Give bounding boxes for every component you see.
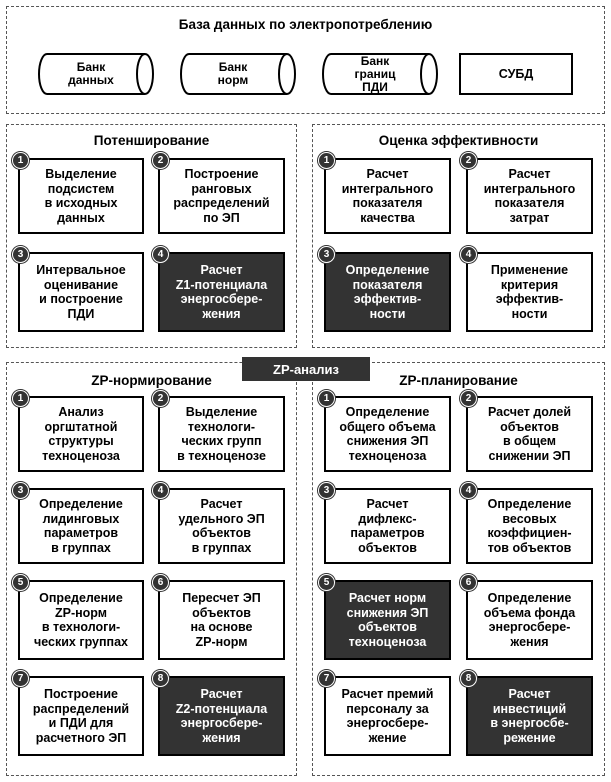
efficiency-box-1: Расчет интегрального показателя качества [324, 158, 451, 234]
zp-norm-box-8: Расчет Z2-потенциала энергосбере- жения [158, 676, 285, 756]
step-number-badge: 4 [460, 482, 477, 499]
pdi-bounds-bank-cylinder [321, 52, 439, 96]
zp-plan-box-8: Расчет инвестиций в энергосбе- режение [466, 676, 593, 756]
zp-plan-panel-title: ZP-планирование [399, 373, 518, 388]
zp-plan-box-4: Определение весовых коэффициен- тов объектов [466, 488, 593, 564]
step-number-badge: 3 [318, 482, 335, 499]
zp-plan-box-6: Определение объема фонда энергосбере- жения [466, 580, 593, 660]
efficiency-panel-title: Оценка эффективности [378, 133, 539, 148]
step-number-badge: 1 [12, 390, 29, 407]
step-number-badge: 3 [318, 246, 335, 263]
database-panel-title: База данных по электропотреблению [178, 17, 433, 32]
zp-norm-box-5: Определение ZP-норм в технологи- ческих группах [18, 580, 144, 660]
step-number-badge: 7 [12, 670, 29, 687]
efficiency-box-3: Определение показателя эффектив- ности [324, 252, 451, 332]
data-bank-cylinder [37, 52, 155, 96]
zp-plan-box-2: Расчет долей объектов в общем снижении ЭП [466, 396, 593, 472]
step-number-badge: 8 [460, 670, 477, 687]
zp-norm-box-6: Пересчет ЭП объектов на основе ZP-норм [158, 580, 285, 660]
pdi-bounds-bank-label: Банк границ ПДИ [354, 53, 396, 94]
zp-norm-box-1: Анализ оргштатной структуры техноценоза [18, 396, 144, 472]
efficiency-box-4: Применение критерия эффектив- ности [466, 252, 593, 332]
potential-box-1: Выделение подсистем в исходных данных [18, 158, 144, 234]
potential-panel-title: Потенширование [93, 133, 210, 148]
zp-norm-box-3: Определение лидинговых параметров в группах [18, 488, 144, 564]
zp-norm-panel-title: ZP-нормирование [91, 373, 212, 388]
step-number-badge: 4 [152, 482, 169, 499]
step-number-badge: 5 [318, 574, 335, 591]
step-number-badge: 4 [152, 246, 169, 263]
step-number-badge: 7 [318, 670, 335, 687]
step-number-badge: 5 [12, 574, 29, 591]
step-number-badge: 6 [152, 574, 169, 591]
dbms-box: СУБД [459, 53, 573, 95]
step-number-badge: 6 [460, 574, 477, 591]
zp-plan-box-1: Определение общего объема снижения ЭП техноценоза [324, 396, 451, 472]
step-number-badge: 3 [12, 482, 29, 499]
zp-plan-box-3: Расчет дифлекс- параметров объектов [324, 488, 451, 564]
zp-norm-box-2: Выделение технологи- ческих групп в техноценозе [158, 396, 285, 472]
step-number-badge: 3 [12, 246, 29, 263]
potential-box-4: Расчет Z1-потенциала энергосбере- жения [158, 252, 285, 332]
step-number-badge: 1 [318, 152, 335, 169]
potential-box-3: Интервальное оценивание и построение ПДИ [18, 252, 144, 332]
step-number-badge: 1 [12, 152, 29, 169]
database-panel [6, 6, 605, 114]
zp-norm-box-4: Расчет удельного ЭП объектов в группах [158, 488, 285, 564]
step-number-badge: 8 [152, 670, 169, 687]
efficiency-box-2: Расчет интегрального показателя затрат [466, 158, 593, 234]
zp-analysis-label: ZP-анализ [242, 357, 370, 381]
step-number-badge: 1 [318, 390, 335, 407]
norms-bank-label: Банк норм [217, 60, 249, 87]
potential-box-2: Построение ранговых распределений по ЭП [158, 158, 285, 234]
step-number-badge: 2 [460, 152, 477, 169]
data-bank-label: Банк данных [68, 60, 114, 87]
zp-norm-box-7: Построение распределений и ПДИ для расчетного ЭП [18, 676, 144, 756]
step-number-badge: 2 [152, 390, 169, 407]
norms-bank-cylinder [179, 52, 297, 96]
step-number-badge: 2 [460, 390, 477, 407]
step-number-badge: 2 [152, 152, 169, 169]
step-number-badge: 4 [460, 246, 477, 263]
zp-plan-box-7: Расчет премий персоналу за энергосбере- жение [324, 676, 451, 756]
zp-plan-box-5: Расчет норм снижения ЭП объектов техноценоза [324, 580, 451, 660]
